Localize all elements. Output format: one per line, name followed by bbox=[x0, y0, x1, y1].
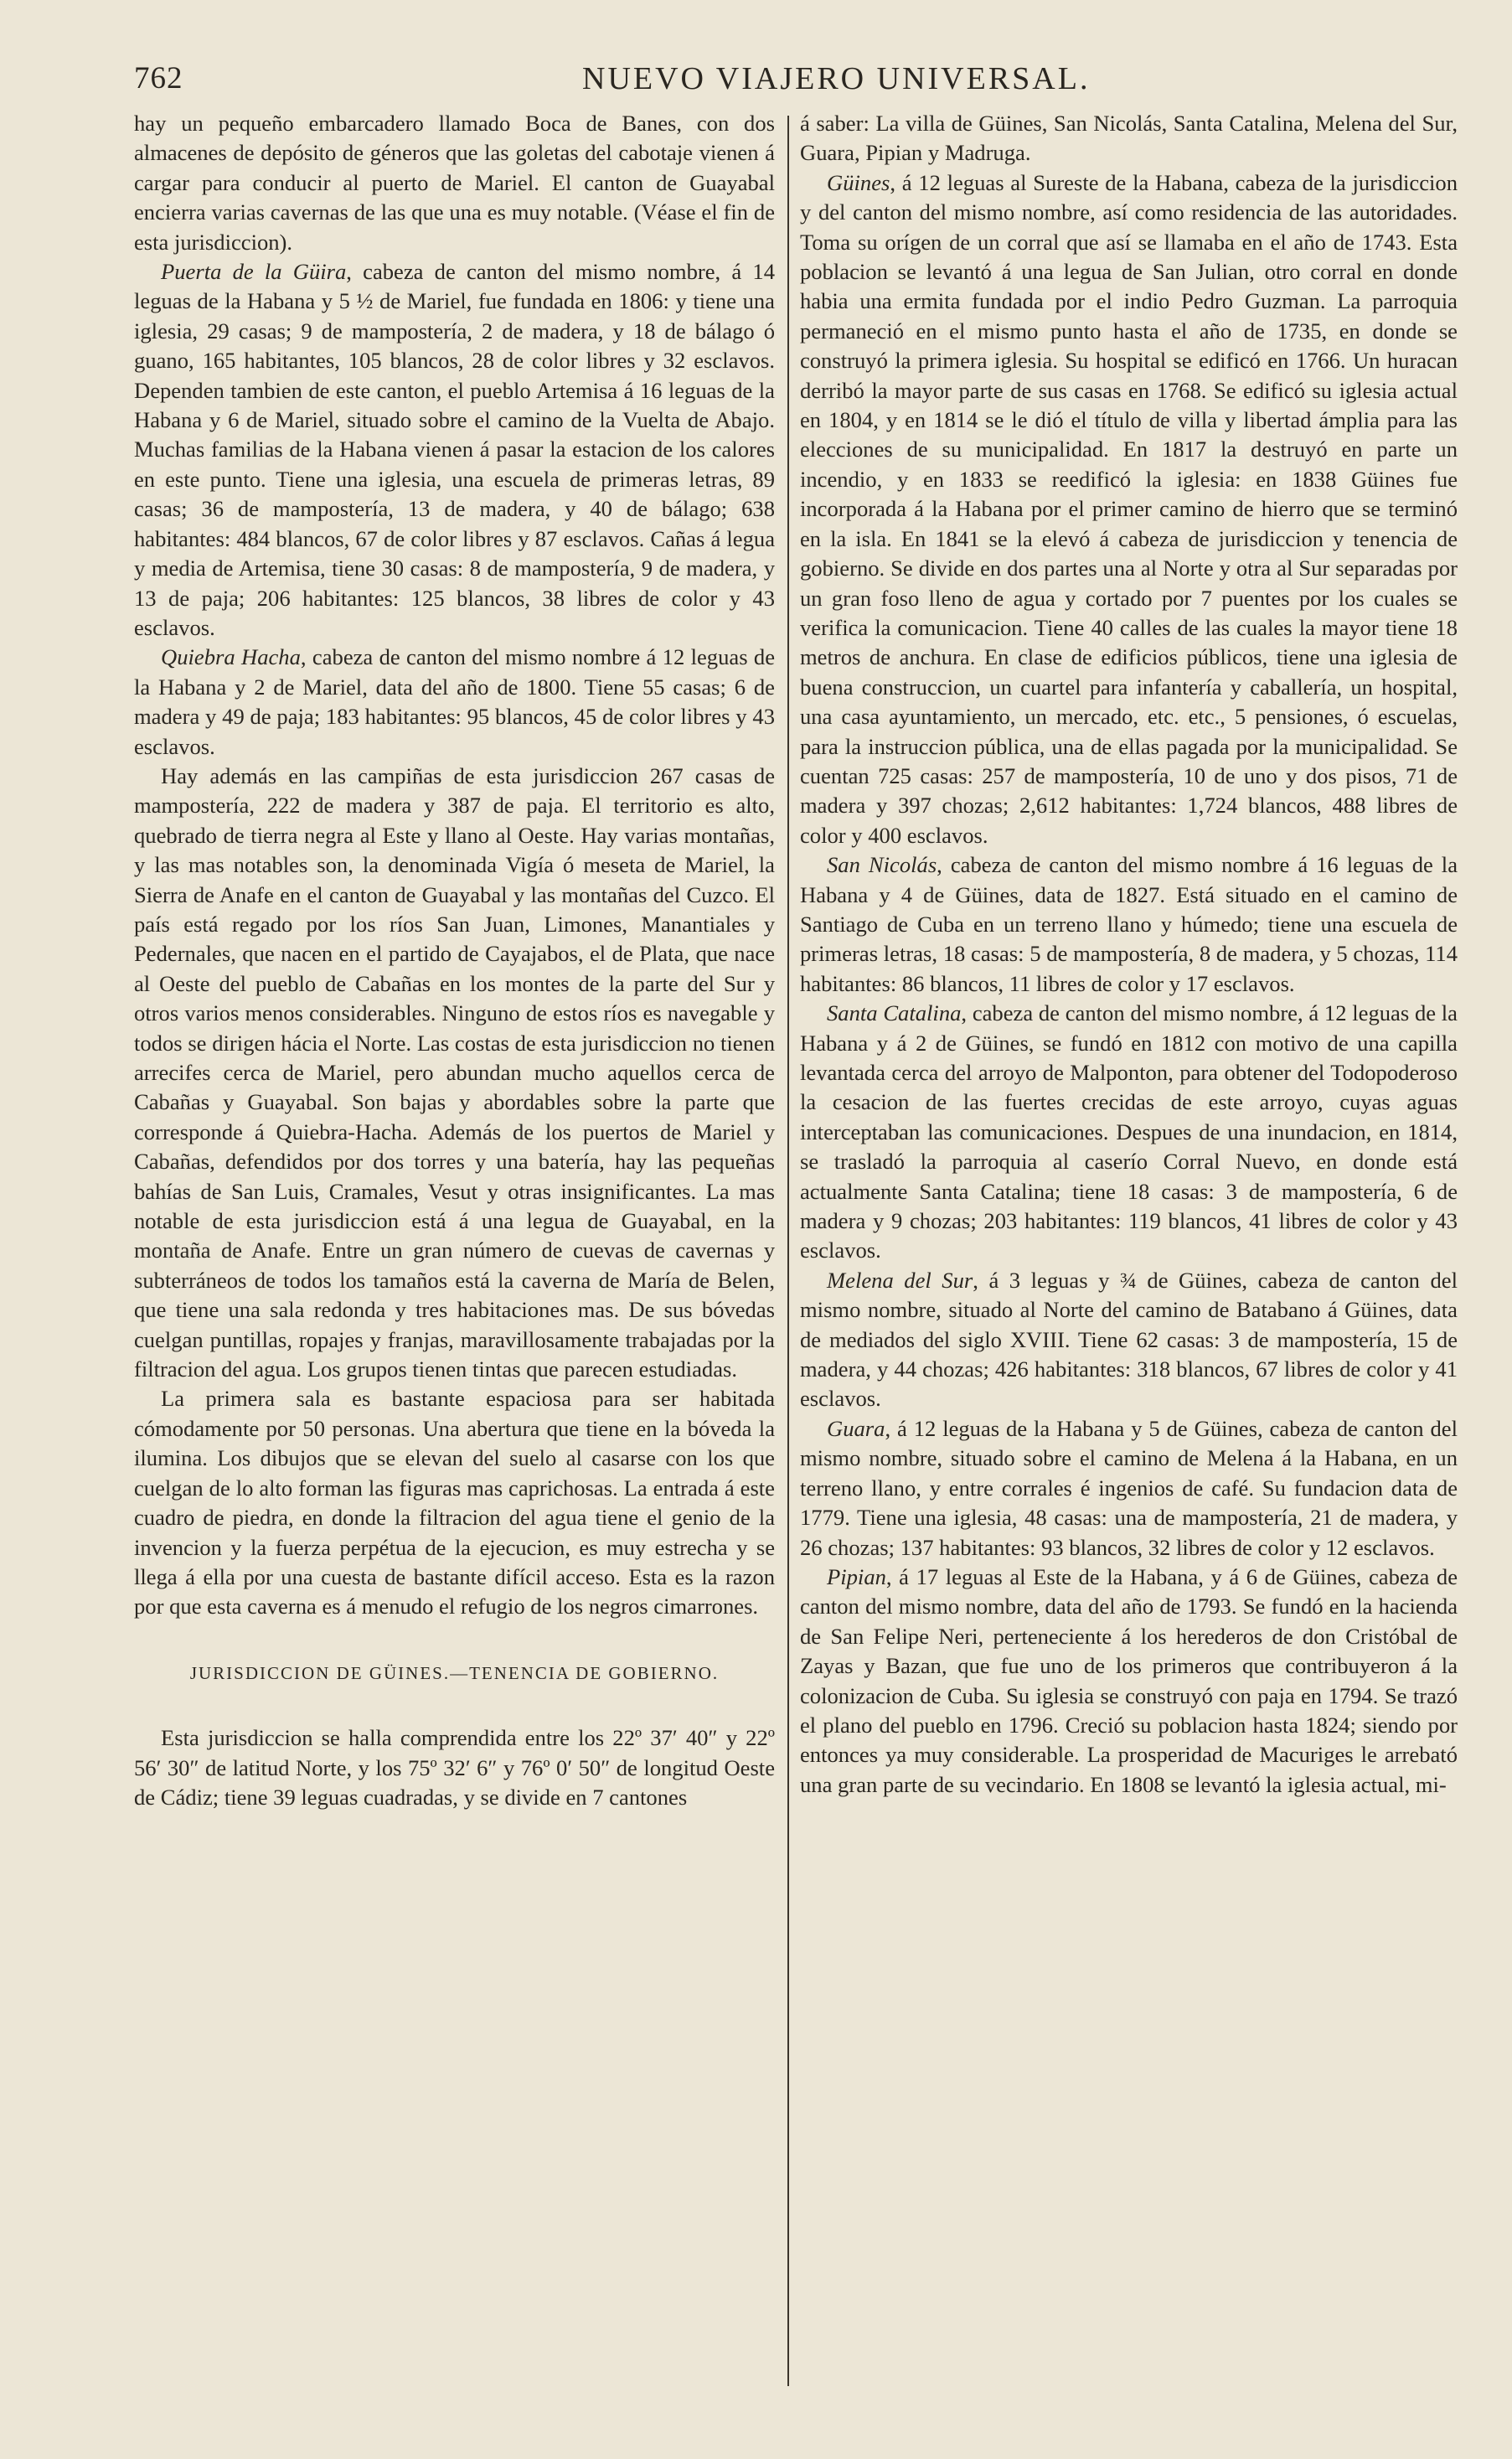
running-title: NUEVO VIAJERO UNIVERSAL. bbox=[582, 61, 1091, 96]
paragraph-text: , cabeza de canton del mismo nombre á 12 leguas de la Habana y 2 de Mariel, data del año de 1800. Tiene 55 casas; 6 de madera y 49 de paja; 183 habitantes: 95 blancos, 45 de color libres y 43 esclavos. bbox=[134, 644, 775, 759]
place-name: Santa Catalina bbox=[827, 1000, 962, 1026]
paragraph-text: , cabeza de canton del mismo nombre á 16 leguas de la Habana y 4 de Güines, data de 1827. Está situado en el camino de Santiago de Cuba en un terreno llano y húmedo; tiene una escuela de primeras letras, 18 casas: 5 de mampostería, 8 de madera, y 5 chozas, 114 habitantes: 86 blancos, 11 libres de color y 17 esclavos. bbox=[800, 852, 1458, 996]
paragraph bbox=[800, 999, 1458, 1266]
paragraph-text: , á 12 leguas al Sureste de la Habana, cabeza de la jurisdiccion y del canton del mismo nombre, así como residencia de las autoridades. Toma su orígen de un corral que así se llamaba en el año de 1743. Esta poblacion se levantó á una legua de San Julian, otro corral en donde habia una ermita fundada por el indio Pedro Guzman. La parroquia permaneció en el mismo punto hasta el año de 1735, en donde se construyó la primera iglesia. Su hospital se edificó en 1766. Un huracan derribó la mayor parte de sus casas en 1768. Se edificó su iglesia actual en 1804, y en 1814 se le dió el título de villa y libertad ámplia para las elecciones de su municipalidad. En 1817 la destruyó en parte un incendio, y en 1833 se reedificó la iglesia: en 1838 Güines fue incorporada á la Habana por el primer camino de hierro que se terminó en la isla. En 1841 se la elevó á cabeza de jurisdiccion y tenencia de gobierno. Se divide en dos partes una al Norte y otra al Sur separadas por un gran foso lleno de agua y cortado por 7 puentes por los cuales se verifica la comunicacion. Tiene 40 calles de las cuales la mayor tiene 18 metros de anchura. En clase de edificios públicos, tiene una iglesia de buena construccion, un cuartel para infantería y caballería, un hospital, una casa ayuntamiento, un mercado, etc. etc., 5 pensiones, ó escuelas, para la instruccion pública, una de ellas pagada por la municipalidad. Se cuentan 725 casas: 257 de mampostería, 10 de uno y dos pisos, 71 de madera y 397 chozas; 2,612 habitantes: 1,724 blancos, 488 libres de color y 400 esclavos. bbox=[800, 169, 1458, 848]
section-heading: JURISDICCION DE GÜINES.—TENENCIA DE GOBIERNO. bbox=[189, 1662, 720, 1683]
paragraph bbox=[134, 643, 775, 762]
place-name: San Nicolás bbox=[827, 852, 937, 878]
left-column bbox=[134, 109, 775, 1812]
right-column bbox=[800, 109, 1458, 1800]
place-name: Pipian bbox=[827, 1563, 886, 1589]
paragraph: Esta jurisdiccion se halla comprendida entre los 22º 37′ 40″ y 22º 56′ 30″ de latitud Norte, y los 75º 32′ 6″ y 76º 0′ 50″ de longitud Oeste de Cádiz; tiene 39 leguas cuadradas, y se divide en 7 cantones bbox=[134, 1725, 775, 1810]
paragraph-text: , á 17 leguas al Este de la Habana, y á 6 de Güines, cabeza de canton del mismo nombre, data del año de 1793. Se fundó en la hacienda de San Felipe Neri, perteneciente á los herederos de don Cristóbal de Zayas y Bazan, que fue uno de los primeros que contribuyeron á la colonizacion de Cuba. Su iglesia se construyó con paja en 1794. Se trazó el plano del pueblo en 1796. Creció su poblacion hasta 1824; siendo por entonces ya muy considerable. La prosperidad de Macuriges le arrebató una gran parte de su vecindario. En 1808 se levantó la iglesia actual, mi- bbox=[800, 1563, 1458, 1797]
place-name: Guara bbox=[827, 1415, 885, 1441]
place-name: Güines bbox=[827, 169, 890, 195]
paragraph: Hay además en las campiñas de esta jurisdiccion 267 casas de mampostería, 222 de madera y 387 de paja. El territorio es alto, quebrado de tierra negra al Este y llano al Oeste. Hay varias montañas, y las mas notables son, la denominada Vigía ó meseta de Mariel, la Sierra de Anafe en el canton de Guayabal y las montañas del Cuzco. El país está regado por los ríos San Juan, Limones, Manantiales y Pedernales, que nacen en el partido de Cayajabos, el de Plata, que nace al Oeste del pueblo de Cabañas en los montes de la parte del Sur y otros varios menos considerables. Ninguno de estos ríos es navegable y todos se dirigen hácia el Norte. Las costas de esta jurisdiccion no tienen arrecifes cerca de Mariel, pero abundan mucho aquellos cerca de Cabañas y Guayabal. Son bajas y abordables sobre la parte que corresponde á Quiebra-Hacha. Además de los puertos de Mariel y Cabañas, defendidos por dos torres y una batería, hay las pequeñas bahías de San Luis, Cramales, Vesut y otras insignificantes. La mas notable de esta jurisdiccion está á una legua de Guayabal, en la montaña de Anafe. Entre un gran número de cuevas de cavernas y subterráneos de todos los tamaños está la caverna de María de Belen, que tiene una sala redonda y tres habitaciones mas. De sus bóvedas cuelgan puntillas, ropajes y franjas, maravillosamente trabajadas por la filtracion del agua. Los grupos tienen tintas que parecen estudiadas. bbox=[134, 762, 775, 1382]
paragraph-text: , á 12 leguas de la Habana y 5 de Güines, cabeza de canton del mismo nombre, situado sobre el camino de Melena á la Habana, en un terreno llano, y entre corrales é ingenios de café. Su fundacion data de 1779. Tiene una iglesia, 48 casas: una de mampostería, 21 de madera, y 26 chozas; 137 habitantes: 93 blancos, 32 libres de color y 12 esclavos. bbox=[800, 1415, 1458, 1560]
paragraph bbox=[800, 850, 1458, 999]
page-number: 762 bbox=[134, 61, 183, 96]
paragraph: La primera sala es bastante espaciosa para ser habitada cómodamente por 50 personas. Una abertura que tiene en la bóveda la ilumina. Los dibujos que se elevan del suelo al casarse con los que cuelgan de lo alto forman las figuras mas caprichosas. La entrada á este cuadro de piedra, en donde la filtracion del agua tiene el genio de la invencion y la fuerza perpétua de la ejecucion, es muy estrecha y se llega á ella por una cuesta de bastante difícil acceso. Esta es la razon por que esta caverna es á menudo el refugio de los negros cimarrones. bbox=[134, 1386, 775, 1620]
paragraph-text: , cabeza de canton del mismo nombre, á 14 leguas de la Habana y 5 ½ de Mariel, fue fundada en 1806: y tiene una iglesia, 29 casas; 9 de mampostería, 2 de madera, y 18 de bálago ó guano, 165 habitantes, 105 blancos, 28 de color libres y 32 esclavos. Dependen tambien de este canton, el pueblo Artemisa á 16 leguas de la Habana y 6 de Mariel, situado sobre el camino de la Vuelta de Abajo. Muchas familias de la Habana vienen á pasar la estacion de los calores en este punto. Tiene una iglesia, una escuela de primeras letras, 89 casas; 36 de mampostería, 13 de madera, y 40 de bálago; 638 habitantes: 484 blancos, 67 de color libres y 87 esclavos. Cañas á legua y media de Artemisa, tiene 30 casas: 8 de mampostería, 9 de madera, y 13 de paja; 206 habitantes: 125 blancos, 38 libres de color y 43 esclavos. bbox=[134, 259, 775, 640]
paragraph: hay un pequeño embarcadero llamado Boca de Banes, con dos almacenes de depósito de géneros que las goletas del cabotaje vienen á cargar para conducir al puerto de Mariel. El canton de Guayabal encierra varias cavernas de las que una es muy notable. (Véase el fin de esta jurisdiccion). bbox=[134, 111, 775, 255]
paragraph bbox=[800, 1414, 1458, 1563]
paragraph bbox=[800, 1266, 1458, 1414]
paragraph bbox=[134, 257, 775, 643]
place-name: Melena del Sur bbox=[827, 1267, 973, 1293]
page-header bbox=[134, 60, 1458, 109]
paragraph-text: , á 3 leguas y ¾ de Güines, cabeza de canton del mismo nombre, situado al Norte del camino de Batabano á Güines, data de mediados del siglo XVIII. Tiene 62 casas: 3 de mampostería, 15 de madera, y 44 chozas; 426 habitantes: 318 blancos, 67 libres de color y 41 esclavos. bbox=[800, 1267, 1458, 1412]
place-name: Quiebra Hacha bbox=[161, 644, 301, 670]
paragraph bbox=[800, 168, 1458, 850]
paragraph: á saber: La villa de Güines, San Nicolás, Santa Catalina, Melena del Sur, Guara, Pipian y Madruga. bbox=[800, 111, 1458, 166]
paragraph-text: , cabeza de canton del mismo nombre, á 12 leguas de la Habana y á 2 de Güines, se fundó en 1812 con motivo de una capilla levantada cerca del arroyo de Malponton, para obtener del Todopoderoso la cesacion de las fuertes crecidas de este arroyo, cuyas aguas interceptaban las comunicaciones. Despues de una inundacion, en 1814, se trasladó la parroquia al caserío Corral Nuevo, en donde está actualmente Santa Catalina; tiene 18 casas: 3 de mampostería, 6 de madera y 9 chozas; 203 habitantes: 119 blancos, 41 libres de color y 43 esclavos. bbox=[800, 1000, 1458, 1263]
paragraph bbox=[800, 1563, 1458, 1800]
column-divider bbox=[787, 116, 789, 2386]
place-name: Puerta de la Güira bbox=[161, 259, 347, 285]
